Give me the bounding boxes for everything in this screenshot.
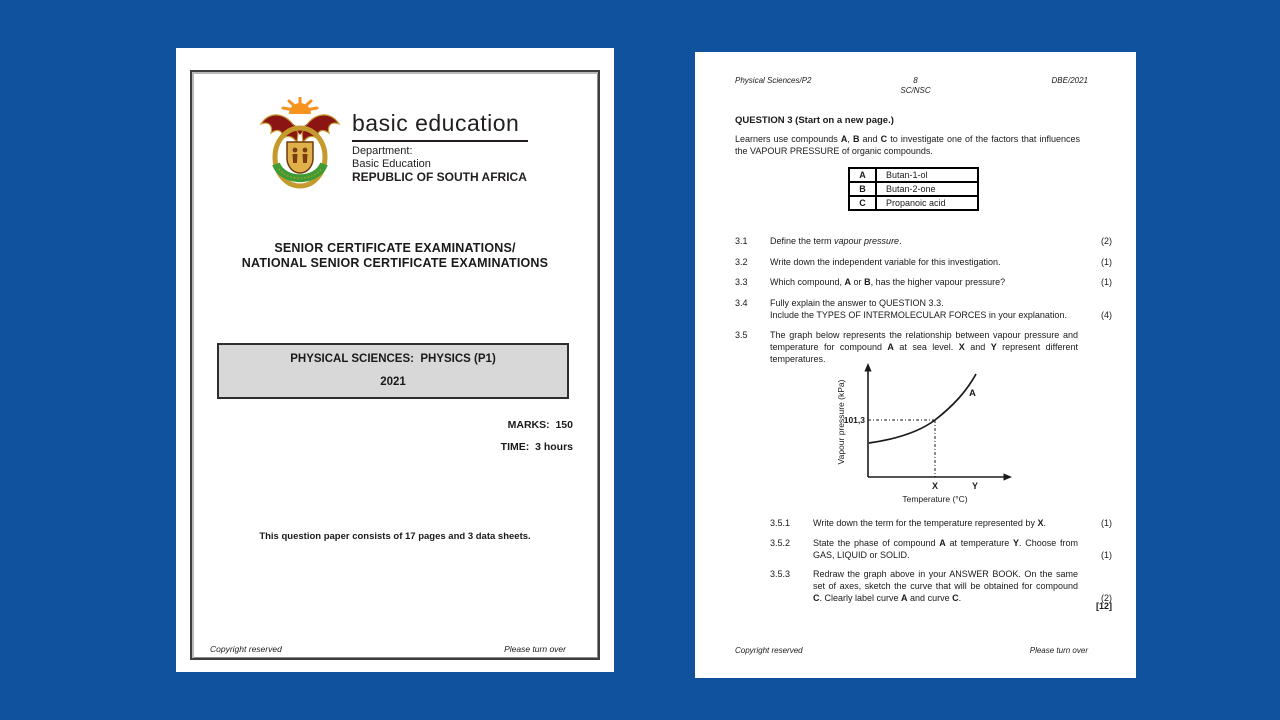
question-row-3-5-3 — [770, 568, 1112, 604]
question-footer-right: Please turn over — [1029, 646, 1088, 655]
compound-name: Butan-1-ol — [876, 168, 978, 182]
question-number: 3.2 — [735, 257, 748, 267]
cover-footer-right: Please turn over — [504, 644, 566, 654]
total-marks: [12] — [1095, 601, 1112, 611]
question-number: 3.5 — [735, 330, 748, 340]
question-number: 3.3 — [735, 277, 748, 287]
shield-icon — [287, 142, 313, 173]
y-axis-arrow-icon — [864, 363, 871, 372]
pressure-curve — [869, 374, 976, 443]
question-number: 3.4 — [735, 298, 748, 308]
compound-name: Propanoic acid — [876, 196, 978, 210]
table-row — [849, 168, 978, 182]
department-block — [352, 145, 527, 184]
subject-box — [217, 343, 569, 399]
compound-letter: A — [849, 168, 876, 182]
pressure-value-label: 101,3 — [843, 415, 865, 425]
question-marks: (2) — [1101, 236, 1112, 246]
cover-footer-left: Copyright reserved — [210, 644, 282, 654]
page-header-right: DBE/2021 — [1051, 76, 1088, 85]
question-text: Which compound, A or B, has the higher vapour pressure? — [770, 277, 1006, 287]
page-header-left: Physical Sciences/P2 — [735, 76, 812, 85]
question-text: Write down the independent variable for this investigation. — [770, 257, 1001, 267]
compound-table — [848, 167, 979, 211]
question-text: Write down the term for the temperature represented by X. — [813, 518, 1046, 528]
compound-name: Butan-2-one — [876, 182, 978, 196]
question-marks: (1) — [1101, 518, 1112, 528]
marks-label: MARKS: 150 — [507, 419, 573, 431]
question-row-3-5 — [735, 329, 1112, 365]
question-row-3-1 — [735, 235, 1112, 247]
exam-title-line-1: SENIOR CERTIFICATE EXAMINATIONS/ — [274, 241, 516, 255]
coat-of-arms-logo — [258, 97, 342, 190]
x-axis-label: Temperature (°C) — [902, 494, 968, 504]
table-row — [849, 182, 978, 196]
question-row-3-5-1 — [770, 517, 1112, 529]
question-number: 3.5.3 — [770, 569, 791, 579]
question-marks: (1) — [1101, 257, 1112, 267]
x-tick-label-y: Y — [971, 481, 979, 491]
question-text: The graph below represents the relationship between vapour pressure and temperature for compound A at sea level. X and Y represent different temperatures. — [770, 330, 1078, 364]
x-axis-arrow-icon — [1004, 473, 1013, 480]
question-footer-left: Copyright reserved — [735, 646, 803, 655]
cover-page — [176, 48, 614, 672]
question-text: State the phase of compound A at temperature Y. Choose from GAS, LIQUID or SOLID. — [813, 538, 1078, 560]
compound-letter: B — [849, 182, 876, 196]
paper-note: This question paper consists of 17 pages and 3 data sheets. — [259, 531, 531, 542]
dept-line-3: REPUBLIC OF SOUTH AFRICA — [352, 170, 527, 184]
x-tick-label-x: X — [931, 481, 939, 491]
question-row-3-5-2 — [770, 537, 1112, 561]
wordmark-underline — [352, 140, 528, 142]
subject-year: 2021 — [380, 376, 406, 388]
page-number: 8 — [913, 76, 918, 85]
question-number: 3.5.2 — [770, 538, 791, 548]
wordmark: basic education — [352, 110, 520, 136]
compound-letter: C — [849, 196, 876, 210]
question-marks: (2) — [1101, 593, 1112, 603]
time-label: TIME: 3 hours — [500, 441, 573, 453]
exam-title-line-2: NATIONAL SENIOR CERTIFICATE EXAMINATIONS — [241, 255, 549, 270]
table-row — [849, 196, 978, 210]
vapour-pressure-graph — [815, 362, 1045, 510]
question-row-3-4 — [735, 297, 1112, 321]
question-number: 3.1 — [735, 236, 748, 246]
question-text: Define the term vapour pressure. — [770, 236, 902, 246]
page-header-center-sub: SC/NSC — [900, 86, 931, 95]
question-row-3-2 — [735, 256, 1112, 268]
question-page — [695, 52, 1136, 678]
curve-label: A — [969, 388, 976, 399]
question-intro: Learners use compounds A, B and C to investigate one of the factors that influences the VAPOUR PRESSURE of organic compounds. — [735, 134, 1080, 156]
dept-line-2: Basic Education — [352, 158, 431, 170]
question-number: 3.5.1 — [770, 518, 791, 528]
question-marks: (1) — [1101, 550, 1112, 560]
y-axis-label: Vapour pressure (kPa) — [836, 379, 846, 465]
question-marks: (4) — [1101, 310, 1112, 320]
question-text: Redraw the graph above in your ANSWER BOOK. On the same set of axes, sketch the curve that will be obtained for compound C. Clearly label curve A and curve C. — [813, 569, 1078, 603]
dept-line-1: Department: — [352, 145, 413, 157]
question-heading: QUESTION 3 (Start on a new page.) — [735, 115, 894, 126]
subject-title: PHYSICAL SCIENCES: PHYSICS (P1) — [290, 353, 496, 365]
question-marks: (1) — [1101, 277, 1112, 287]
question-row-3-3 — [735, 276, 1112, 288]
exam-title — [176, 241, 614, 270]
question-text: Fully explain the answer to QUESTION 3.3. Include the TYPES OF INTERMOLECULAR FORCES in your explanation. — [770, 298, 1067, 320]
